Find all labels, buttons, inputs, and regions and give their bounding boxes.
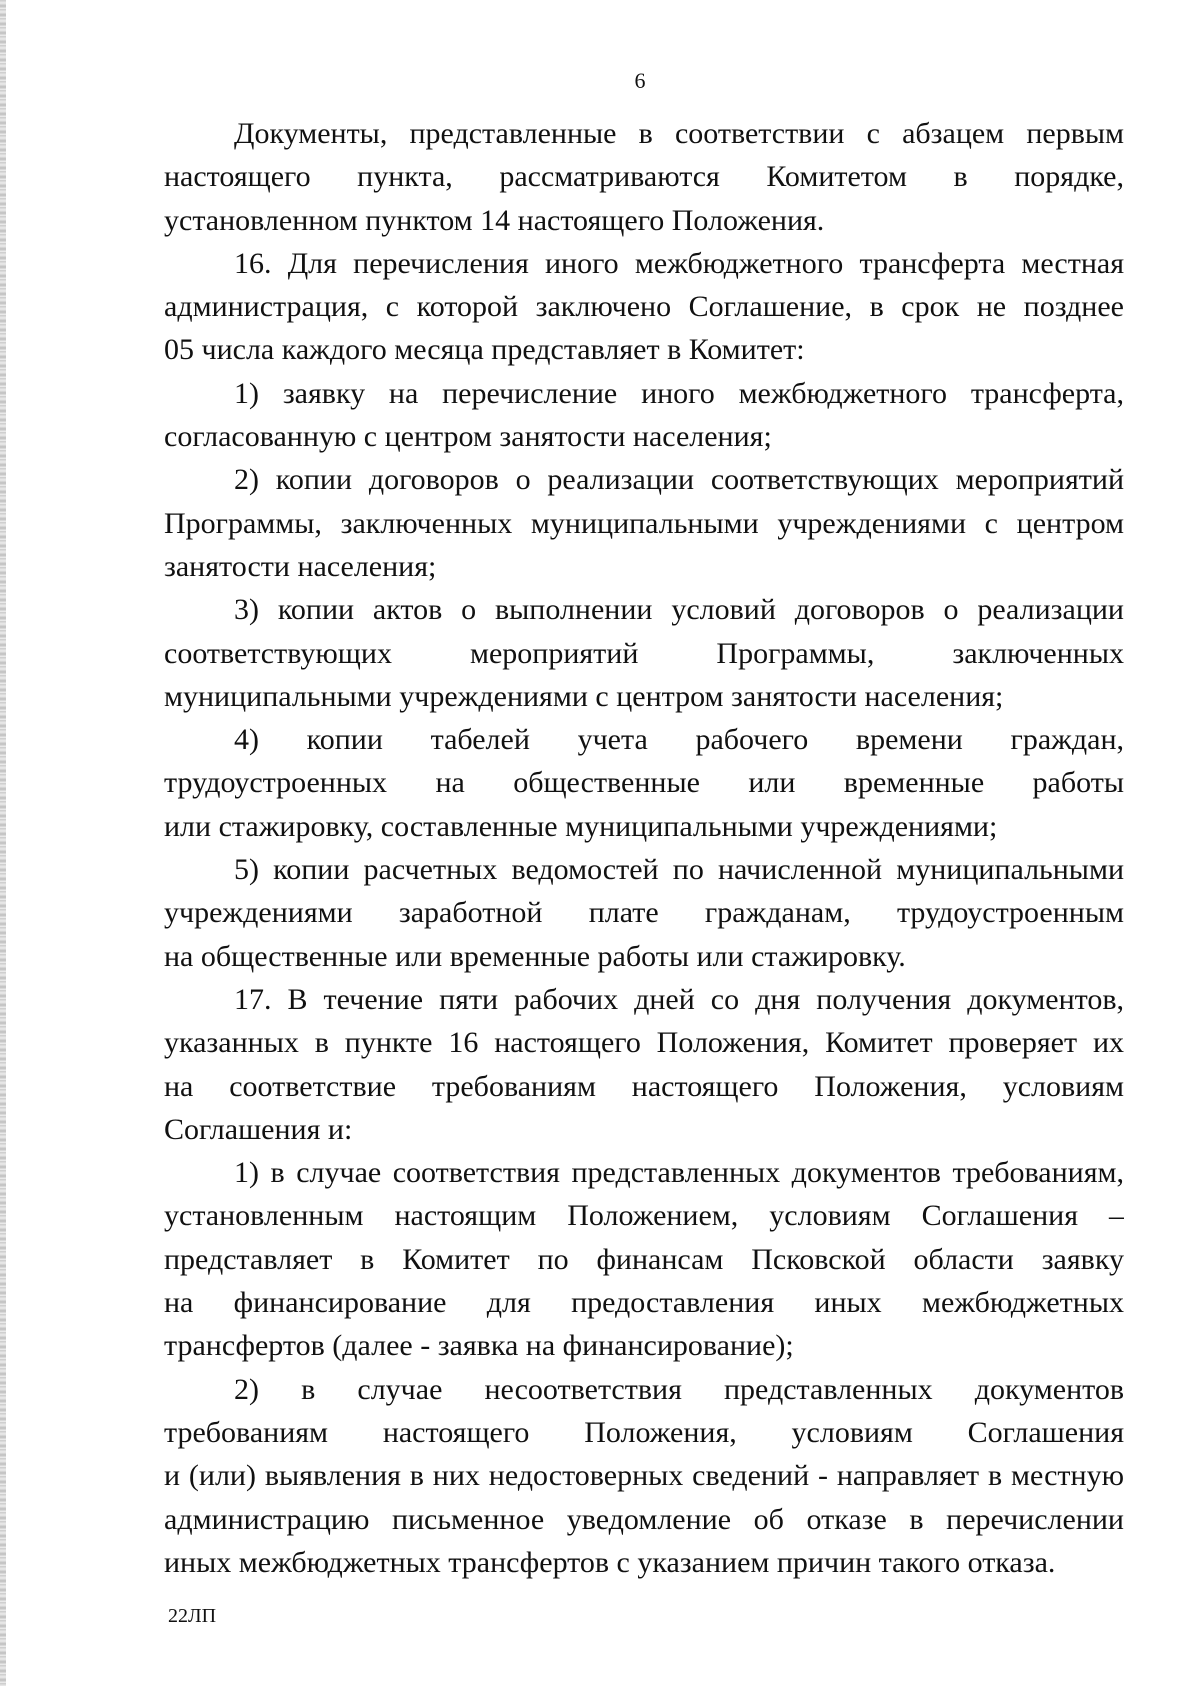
text-line: муниципальными учреждениями с центром занятости населения; xyxy=(164,679,1004,713)
scan-edge-decoration xyxy=(0,0,6,1686)
footer-document-code: 22ЛП xyxy=(168,1605,217,1627)
document-body xyxy=(164,112,1124,1584)
text-line: трудоустроенных на общественные или временные работы xyxy=(164,766,1124,800)
text-line: настоящего пункта, рассматриваются Комитетом в порядке, xyxy=(164,160,1124,194)
text-line: учреждениями заработной плате гражданам, трудоустроенным xyxy=(164,896,1124,930)
text-line: трансфертов (далее - заявка на финансирование); xyxy=(164,1329,794,1363)
paragraph-16-item-3 xyxy=(164,588,1124,718)
paragraph-16-item-2 xyxy=(164,458,1124,588)
text-line: 17. В течение пяти рабочих дней со дня получения документов, xyxy=(234,982,1124,1016)
text-line: требованиям настоящего Положения, условиям Соглашения xyxy=(164,1415,1124,1449)
text-line: на общественные или временные работы или стажировку. xyxy=(164,939,906,973)
text-line: 16. Для перечисления иного межбюджетного трансферта местная xyxy=(234,246,1124,280)
text-line: согласованную с центром занятости населения; xyxy=(164,420,772,454)
text-line: на финансирование для предоставления иных межбюджетных xyxy=(164,1286,1124,1320)
paragraph-17 xyxy=(164,978,1124,1151)
paragraph-16-item-5 xyxy=(164,848,1124,978)
paragraph-documents-review xyxy=(164,112,1124,242)
paragraph-16 xyxy=(164,242,1124,372)
text-line: 1) заявку на перечисление иного межбюджетного трансферта, xyxy=(234,376,1124,410)
text-line: установленным настоящим Положением, условиям Соглашения – xyxy=(164,1199,1124,1233)
paragraph-17-item-2 xyxy=(164,1368,1124,1584)
text-line: указанных в пункте 16 настоящего Положения, Комитет проверяет их xyxy=(164,1026,1124,1060)
page-number: 6 xyxy=(634,68,646,93)
paragraph-16-item-4 xyxy=(164,718,1124,848)
text-line: администрация, с которой заключено Соглашение, в срок не позднее xyxy=(164,290,1124,324)
text-line: представляет в Комитет по финансам Псковской области заявку xyxy=(164,1242,1124,1276)
text-line: и (или) выявления в них недостоверных сведений - направляет в местную xyxy=(164,1459,1124,1493)
text-line: занятости населения; xyxy=(164,549,437,583)
text-line: на соответствие требованиям настоящего Положения, условиям xyxy=(164,1069,1124,1103)
text-line: 3) копии актов о выполнении условий договоров о реализации xyxy=(234,593,1124,627)
text-line: Документы, представленные в соответствии с абзацем первым xyxy=(234,117,1124,150)
text-line: установленном пунктом 14 настоящего Положения. xyxy=(164,203,825,237)
paragraph-17-item-1 xyxy=(164,1151,1124,1367)
text-line: 2) в случае несоответствия представленных документов xyxy=(234,1372,1124,1406)
text-line: 1) в случае соответствия представленных документов требованиям, xyxy=(234,1156,1124,1190)
text-line: или стажировку, составленные муниципальными учреждениями; xyxy=(164,809,998,843)
text-line: соответствующих мероприятий Программы, заключенных xyxy=(164,636,1124,670)
text-line: администрацию письменное уведомление об отказе в перечислении xyxy=(164,1502,1124,1536)
text-line: 4) копии табелей учета рабочего времени граждан, xyxy=(234,723,1124,757)
text-line: 5) копии расчетных ведомостей по начисленной муниципальными xyxy=(234,853,1124,887)
text-line: 05 числа каждого месяца представляет в Комитет: xyxy=(164,333,805,367)
paragraph-16-item-1 xyxy=(164,372,1124,459)
text-line: Соглашения и: xyxy=(164,1112,353,1146)
text-line: иных межбюджетных трансфертов с указанием причин такого отказа. xyxy=(164,1545,1056,1579)
text-line: Программы, заключенных муниципальными учреждениями с центром xyxy=(164,506,1124,540)
text-line: 2) копии договоров о реализации соответствующих мероприятий xyxy=(234,463,1124,497)
